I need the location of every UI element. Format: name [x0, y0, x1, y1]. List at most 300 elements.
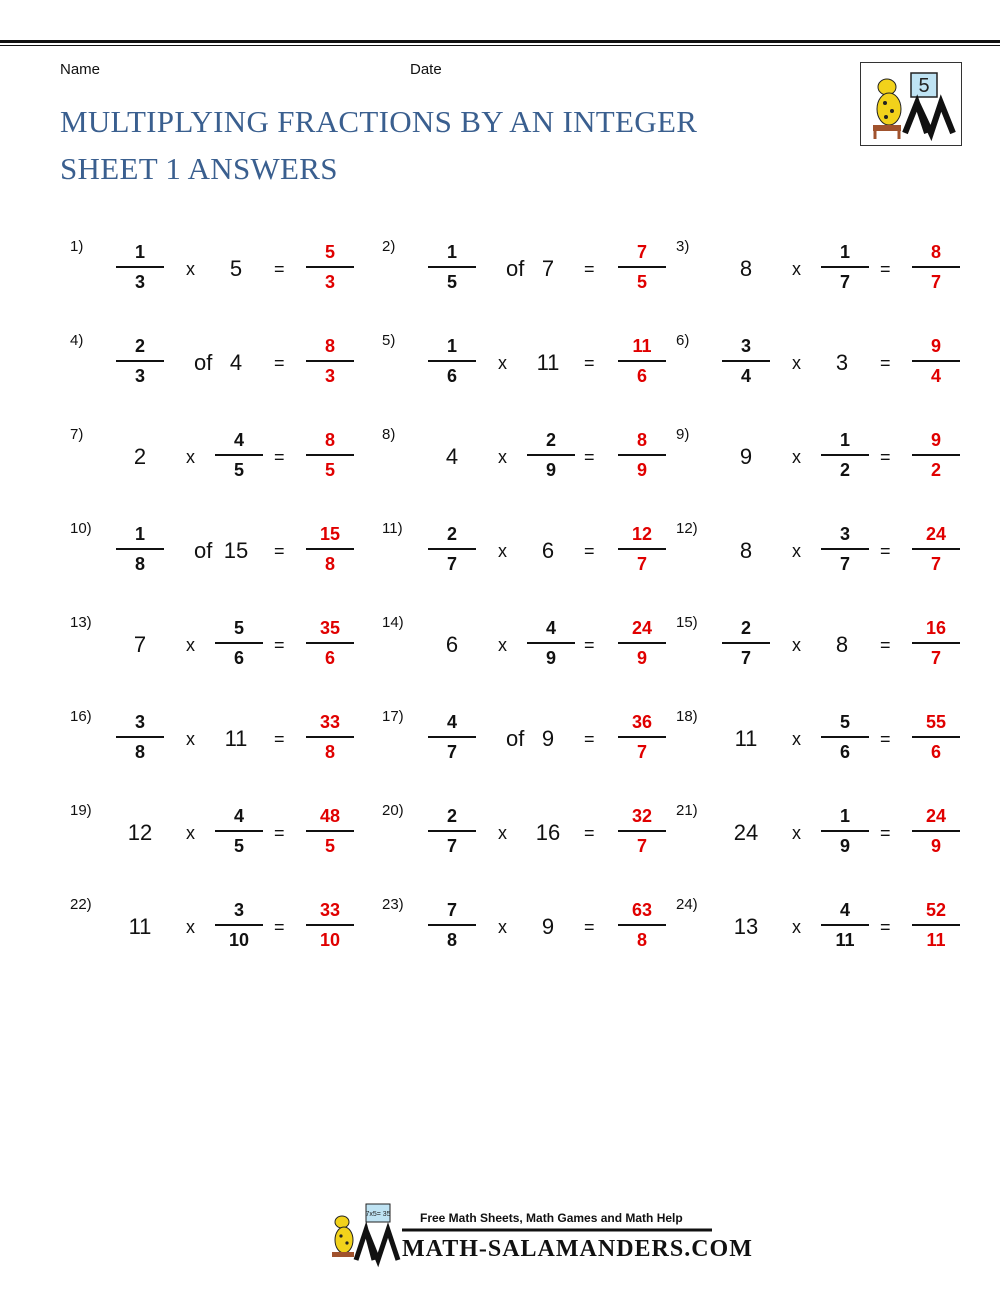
fraction-bar: [428, 924, 476, 926]
answer-fraction: [912, 710, 960, 764]
denominator: 5: [636, 272, 647, 292]
numerator: 1: [839, 806, 850, 826]
equals-sign: =: [274, 823, 285, 843]
problem-number: 23): [382, 896, 404, 913]
fraction-bar: [618, 454, 666, 456]
problem-number: 14): [382, 614, 404, 631]
top-rule: [0, 40, 1000, 43]
numerator: 33: [319, 712, 341, 732]
integer-operand: 3: [835, 350, 849, 375]
fraction-bar: [306, 454, 354, 456]
fraction-bar: [821, 736, 869, 738]
answer-fraction: [912, 804, 960, 858]
integer-operand: 6: [541, 538, 555, 563]
fraction-bar: [116, 548, 164, 550]
denominator: 6: [930, 742, 941, 762]
operator: x: [792, 823, 801, 843]
denominator: 7: [839, 272, 850, 292]
problem-item: [70, 616, 370, 672]
fraction-bar: [215, 830, 263, 832]
fraction: [116, 334, 164, 388]
fraction-bar: [618, 642, 666, 644]
numerator: 5: [233, 618, 244, 638]
operator: of: [506, 256, 525, 281]
numerator: 3: [839, 524, 850, 544]
denominator: 3: [134, 272, 145, 292]
integer-operand: 2: [133, 444, 147, 469]
denominator: 5: [233, 460, 244, 480]
fraction: [215, 804, 263, 858]
integer-operand: 8: [835, 632, 849, 657]
fraction-bar: [912, 642, 960, 644]
grade-logo: [860, 62, 962, 146]
problem-number: 24): [676, 896, 698, 913]
numerator: 35: [319, 618, 341, 638]
problem-number: 4): [70, 332, 84, 349]
page-subtitle: SHEET 1 ANSWERS: [60, 151, 338, 186]
numerator: 8: [324, 336, 335, 356]
denominator: 3: [324, 366, 335, 386]
denominator: 7: [740, 648, 751, 668]
denominator: 2: [839, 460, 850, 480]
problem-item: [70, 522, 370, 578]
fraction: [428, 240, 476, 294]
numerator: 24: [925, 524, 947, 544]
numerator: 15: [319, 524, 341, 544]
numerator: 4: [839, 900, 850, 920]
problem-number: 22): [70, 896, 92, 913]
problem-item: [70, 334, 370, 390]
answer-fraction: [306, 334, 354, 388]
operator: x: [792, 635, 801, 655]
problem-number: 16): [70, 708, 92, 725]
fraction-bar: [912, 360, 960, 362]
fraction-bar: [912, 454, 960, 456]
numerator: 1: [446, 336, 457, 356]
operator: x: [498, 635, 507, 655]
denominator: 6: [324, 648, 335, 668]
fraction: [722, 334, 770, 388]
denominator: 7: [930, 554, 941, 574]
integer-operand: 11: [734, 726, 758, 751]
denominator: 10: [319, 930, 341, 950]
denominator: 6: [636, 366, 647, 386]
answer-fraction: [912, 428, 960, 482]
answer-fraction: [912, 240, 960, 294]
integer-operand: 24: [733, 820, 759, 845]
problem-item: [382, 334, 682, 390]
fraction: [821, 804, 869, 858]
problem-number: 17): [382, 708, 404, 725]
equals-sign: =: [880, 635, 891, 655]
footer-logo: [326, 1200, 753, 1266]
denominator: 8: [636, 930, 647, 950]
operator: x: [498, 917, 507, 937]
problem-item: [382, 710, 682, 766]
numerator: 4: [233, 806, 244, 826]
denominator: 7: [636, 742, 647, 762]
fraction-bar: [215, 454, 263, 456]
problem-number: 9): [676, 426, 690, 443]
denominator: 11: [926, 930, 946, 950]
fraction: [215, 428, 263, 482]
operator: x: [186, 447, 195, 467]
denominator: 4: [930, 366, 941, 386]
name-label: Name: [60, 61, 101, 78]
fraction-bar: [116, 360, 164, 362]
denominator: 3: [134, 366, 145, 386]
denominator: 7: [636, 554, 647, 574]
fraction: [821, 710, 869, 764]
integer-operand: 11: [128, 914, 152, 939]
numerator: 24: [631, 618, 653, 638]
fraction-bar: [821, 924, 869, 926]
equals-sign: =: [584, 917, 595, 937]
problem-item: [382, 522, 682, 578]
operator: x: [186, 823, 195, 843]
equals-sign: =: [880, 353, 891, 373]
problem-item: [676, 522, 976, 578]
fraction: [428, 804, 476, 858]
numerator: 11: [632, 336, 652, 356]
fraction: [722, 616, 770, 670]
fraction-bar: [821, 548, 869, 550]
fraction-bar: [306, 830, 354, 832]
equals-sign: =: [880, 447, 891, 467]
answer-fraction: [306, 804, 354, 858]
fraction: [116, 710, 164, 764]
numerator: 1: [839, 430, 850, 450]
fraction-bar: [306, 924, 354, 926]
operator: x: [186, 259, 195, 279]
equals-sign: =: [274, 729, 285, 749]
problem-item: [676, 616, 976, 672]
equals-sign: =: [274, 447, 285, 467]
denominator: 8: [134, 554, 145, 574]
problem-number: 11): [382, 520, 403, 537]
numerator: 4: [446, 712, 457, 732]
problem-item: [70, 898, 370, 954]
numerator: 1: [839, 242, 850, 262]
footer-tagline: Free Math Sheets, Math Games and Math Help: [420, 1211, 683, 1225]
denominator: 7: [446, 554, 457, 574]
problem-number: 2): [382, 238, 396, 255]
denominator: 9: [839, 836, 850, 856]
denominator: 11: [835, 930, 855, 950]
problem-number: 19): [70, 802, 92, 819]
denominator: 10: [228, 930, 250, 950]
numerator: 1: [134, 242, 145, 262]
operator: x: [792, 541, 801, 561]
operator: of: [194, 350, 213, 375]
fraction-bar: [912, 736, 960, 738]
operator: x: [498, 353, 507, 373]
denominator: 8: [324, 742, 335, 762]
numerator: 3: [740, 336, 751, 356]
denominator: 9: [930, 836, 941, 856]
numerator: 24: [925, 806, 947, 826]
operator: x: [792, 729, 801, 749]
denominator: 5: [324, 460, 335, 480]
fraction-bar: [428, 830, 476, 832]
equals-sign: =: [880, 541, 891, 561]
numerator: 2: [134, 336, 145, 356]
problem-item: [676, 710, 976, 766]
answer-fraction: [306, 898, 354, 952]
denominator: 7: [930, 648, 941, 668]
problem-item: [382, 428, 682, 484]
fraction-bar: [821, 266, 869, 268]
numerator: 5: [324, 242, 335, 262]
integer-operand: 11: [224, 726, 248, 751]
integer-operand: 6: [445, 632, 459, 657]
operator: x: [186, 635, 195, 655]
fraction-bar: [116, 266, 164, 268]
equals-sign: =: [584, 447, 595, 467]
integer-operand: 9: [541, 726, 555, 751]
grade-number: 5: [918, 75, 930, 97]
numerator: 55: [925, 712, 947, 732]
problem-item: [676, 334, 976, 390]
equals-sign: =: [880, 917, 891, 937]
numerator: 9: [930, 336, 941, 356]
fraction-bar: [821, 454, 869, 456]
denominator: 6: [446, 366, 457, 386]
problem-number: 5): [382, 332, 396, 349]
fraction-bar: [527, 454, 575, 456]
fraction: [428, 334, 476, 388]
numerator: 12: [631, 524, 653, 544]
integer-operand: 4: [229, 350, 243, 375]
fraction-bar: [527, 642, 575, 644]
numerator: 33: [319, 900, 341, 920]
denominator: 7: [839, 554, 850, 574]
denominator: 9: [545, 460, 556, 480]
operator: x: [792, 447, 801, 467]
problem-item: [70, 428, 370, 484]
operator: x: [498, 541, 507, 561]
denominator: 8: [134, 742, 145, 762]
answer-fraction: [618, 334, 666, 388]
fraction-bar: [306, 642, 354, 644]
problem-item: [382, 616, 682, 672]
fraction: [428, 522, 476, 576]
problem-number: 13): [70, 614, 92, 631]
answer-fraction: [618, 522, 666, 576]
operator: of: [194, 538, 213, 563]
numerator: 3: [233, 900, 244, 920]
equals-sign: =: [274, 541, 285, 561]
denominator: 6: [839, 742, 850, 762]
numerator: 1: [134, 524, 145, 544]
answer-fraction: [306, 240, 354, 294]
denominator: 6: [233, 648, 244, 668]
problem-item: [676, 240, 976, 296]
equals-sign: =: [880, 259, 891, 279]
answer-fraction: [912, 898, 960, 952]
equals-sign: =: [584, 541, 595, 561]
problem-item: [676, 898, 976, 954]
numerator: 5: [839, 712, 850, 732]
answer-fraction: [618, 428, 666, 482]
equals-sign: =: [880, 729, 891, 749]
numerator: 8: [636, 430, 647, 450]
problem-item: [70, 804, 370, 860]
equals-sign: =: [584, 635, 595, 655]
denominator: 7: [446, 742, 457, 762]
numerator: 4: [233, 430, 244, 450]
answer-fraction: [912, 334, 960, 388]
fraction: [527, 616, 575, 670]
equals-sign: =: [274, 635, 285, 655]
equals-sign: =: [274, 917, 285, 937]
fraction: [821, 522, 869, 576]
footer-site: MATH-SALAMANDERS.COM: [402, 1236, 753, 1262]
fraction: [821, 898, 869, 952]
problem-item: [70, 240, 370, 296]
integer-operand: 12: [127, 820, 153, 845]
equals-sign: =: [880, 823, 891, 843]
problem-number: 20): [382, 802, 404, 819]
integer-operand: 8: [739, 538, 753, 563]
numerator: 4: [545, 618, 556, 638]
integer-operand: 11: [536, 350, 560, 375]
numerator: 2: [446, 524, 457, 544]
fraction-bar: [912, 266, 960, 268]
fraction-bar: [912, 548, 960, 550]
numerator: 3: [134, 712, 145, 732]
answer-fraction: [912, 522, 960, 576]
numerator: 32: [631, 806, 653, 826]
fraction-bar: [722, 642, 770, 644]
denominator: 8: [446, 930, 457, 950]
fraction-bar: [116, 736, 164, 738]
integer-operand: 5: [229, 256, 243, 281]
problem-number: 12): [676, 520, 698, 537]
denominator: 7: [930, 272, 941, 292]
integer-operand: 7: [133, 632, 147, 657]
numerator: 16: [925, 618, 947, 638]
fraction-bar: [428, 736, 476, 738]
problem-item: [676, 428, 976, 484]
equals-sign: =: [274, 353, 285, 373]
fraction-bar: [912, 924, 960, 926]
fraction: [116, 240, 164, 294]
operator: x: [186, 729, 195, 749]
problem-number: 6): [676, 332, 690, 349]
fraction: [116, 522, 164, 576]
fraction-bar: [722, 360, 770, 362]
equals-sign: =: [584, 353, 595, 373]
problem-number: 3): [676, 238, 690, 255]
integer-operand: 7: [541, 256, 555, 281]
problem-number: 21): [676, 802, 698, 819]
answer-fraction: [306, 710, 354, 764]
fraction-bar: [215, 642, 263, 644]
equals-sign: =: [584, 729, 595, 749]
numerator: 1: [446, 242, 457, 262]
fraction-bar: [306, 360, 354, 362]
fraction: [428, 898, 476, 952]
denominator: 9: [545, 648, 556, 668]
denominator: 8: [324, 554, 335, 574]
problem-item: [382, 240, 682, 296]
fraction-bar: [428, 266, 476, 268]
integer-operand: 9: [739, 444, 753, 469]
fraction-bar: [306, 548, 354, 550]
problem-number: 10): [70, 520, 92, 537]
operator: x: [792, 353, 801, 373]
page-title: MULTIPLYING FRACTIONS BY AN INTEGER: [60, 104, 698, 139]
date-label: Date: [410, 61, 442, 78]
numerator: 48: [319, 806, 341, 826]
problem-number: 18): [676, 708, 698, 725]
denominator: 2: [930, 460, 941, 480]
problem-item: [382, 898, 682, 954]
numerator: 7: [636, 242, 647, 262]
top-rule-thin: [0, 45, 1000, 46]
fraction-bar: [618, 548, 666, 550]
problem-number: 7): [70, 426, 84, 443]
answer-fraction: [618, 240, 666, 294]
numerator: 7: [446, 900, 457, 920]
fraction-bar: [618, 830, 666, 832]
problem-number: 8): [382, 426, 396, 443]
denominator: 4: [740, 366, 751, 386]
denominator: 9: [636, 648, 647, 668]
numerator: 52: [925, 900, 947, 920]
fraction-bar: [306, 736, 354, 738]
operator: x: [498, 447, 507, 467]
answer-fraction: [618, 804, 666, 858]
answer-fraction: [618, 616, 666, 670]
footer-logo-text: 7x5= 35: [365, 1211, 391, 1218]
answer-fraction: [306, 428, 354, 482]
problem-item: [676, 804, 976, 860]
fraction-bar: [618, 266, 666, 268]
integer-operand: 13: [733, 914, 759, 939]
answer-fraction: [306, 522, 354, 576]
integer-operand: 4: [445, 444, 459, 469]
fraction: [527, 428, 575, 482]
denominator: 5: [233, 836, 244, 856]
fraction-bar: [912, 830, 960, 832]
fraction-bar: [618, 924, 666, 926]
fraction: [428, 710, 476, 764]
fraction: [215, 616, 263, 670]
integer-operand: 8: [739, 256, 753, 281]
integer-operand: 15: [223, 538, 249, 563]
fraction-bar: [618, 736, 666, 738]
numerator: 2: [446, 806, 457, 826]
operator: x: [186, 917, 195, 937]
answer-fraction: [306, 616, 354, 670]
denominator: 7: [636, 836, 647, 856]
problem-item: [70, 710, 370, 766]
answer-fraction: [618, 898, 666, 952]
denominator: 7: [446, 836, 457, 856]
denominator: 5: [446, 272, 457, 292]
fraction-bar: [306, 266, 354, 268]
denominator: 5: [324, 836, 335, 856]
numerator: 8: [930, 242, 941, 262]
integer-operand: 9: [541, 914, 555, 939]
fraction-bar: [428, 360, 476, 362]
numerator: 63: [631, 900, 653, 920]
integer-operand: 16: [535, 820, 561, 845]
fraction-bar: [821, 830, 869, 832]
equals-sign: =: [274, 259, 285, 279]
